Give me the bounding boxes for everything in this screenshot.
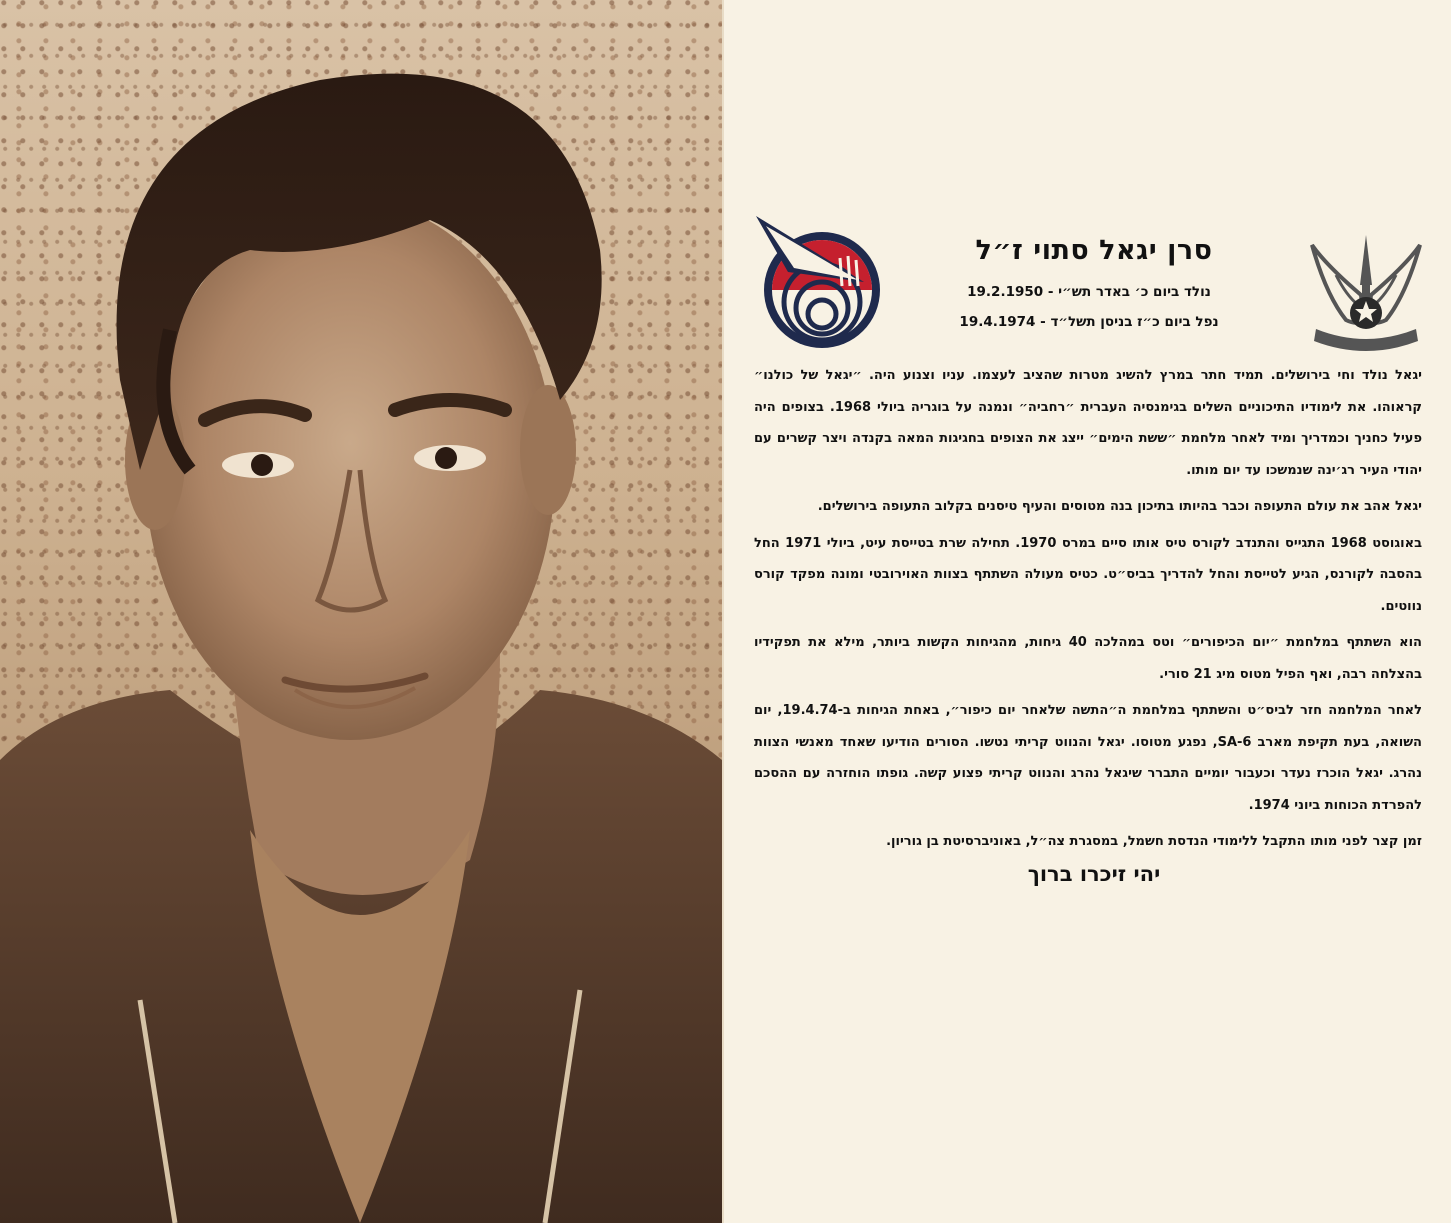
title-block [894, 235, 1294, 344]
squadron-emblem-icon [752, 210, 882, 350]
bio-paragraph-service: באוגוסט 1968 התגייס והתנדב לקורס טיס אותו סיים במרס 1970. תחילה שרת בטייסת עיט, ביולי 1971 החל בהסבה לקורנס, הגיע לטייסת והחל להדריך בביס״ט. כטיס מעולה השתתף בצוות האוירובטי ומונה מפקד קורס נווטים. [754, 535, 1422, 614]
bio-paragraph-yom-kippur-war: הוא השתתף במלחמת ״יום הכיפורים״ וטס במהלכה 40 גיחות, מהגיחות הקשות ביותר, מילא את תפקידיו בהצלחה רבה, ואף הפיל מטוס מיג 21 סורי. [754, 635, 1422, 682]
birth-date: נולד ביום כ׳ באדר תש״י - 19.2.1950 [967, 284, 1211, 300]
bio-paragraph-childhood: יגאל נולד וחי בירושלים. תמיד חתר במרץ להשיג מטרות שהציב לעצמו. עניו וצנוע היה. ״יגאל של כולנו״ קראוהו. את לימודיו התיכוניים השלים בגימנסיה העברית ״רחביה״ ונמנה על בוגריה ביולי 1968. בצופים היה פעיל כחניך וכמדריך ומיד לאחר מלחמת ״ששת הימים״ ייצג את הצופים בחגיגות המאה בקנדה ויצר קשרים עם יהודי העיר רג׳ינה שנמשכו עד יום מותו. [754, 368, 1422, 478]
portrait-illustration [0, 0, 722, 1223]
memorial-text-panel [724, 0, 1451, 1223]
bio-paragraph-fall: לאחר המלחמה חזר לביס״ט והשתתף במלחמת ה״התשה שלאחר יום כיפור״, באחת הגיחות ב-19.4.74, יום השואה, בעת תקיפת מארב SA-6, נפגע מטוסו. יגאל והנווט קריתי נטשו. הסורים הודיעו שאחד מאנשי הצוות נהרג. יגאל הוכרז נעדר וכעבור יומיים התברר שיגאל נהרג והנווט קריתי פצוע קשה. גופתו הוחזרה עם ההסכם להפרדת הכוחות ביוני 1974. [754, 703, 1422, 813]
portrait-photo [0, 0, 722, 1223]
death-date: נפל ביום כ״ז בניסן תשל״ד - 19.4.1974 [959, 314, 1219, 330]
closing-blessing: יהי זיכרו ברוך [1027, 862, 1161, 886]
iaf-emblem-icon [1306, 225, 1426, 355]
bio-paragraph-studies: זמן קצר לפני מותו התקבל ללימודי הנדסת חשמל, במסגרת צה״ל, באוניברסיטת בן גוריון. [886, 834, 1422, 849]
bio-paragraph-aviation: יגאל אהב את עולם התעופה וכבר בהיותו בתיכון בנה מטוסים והעיף טיסנים בקלוב התעופה בירושלים. [817, 499, 1422, 514]
memorial-header [724, 205, 1451, 355]
memorial-title: סרן יגאל סתוי ז״ל [975, 235, 1213, 266]
memorial-body [754, 360, 1422, 863]
